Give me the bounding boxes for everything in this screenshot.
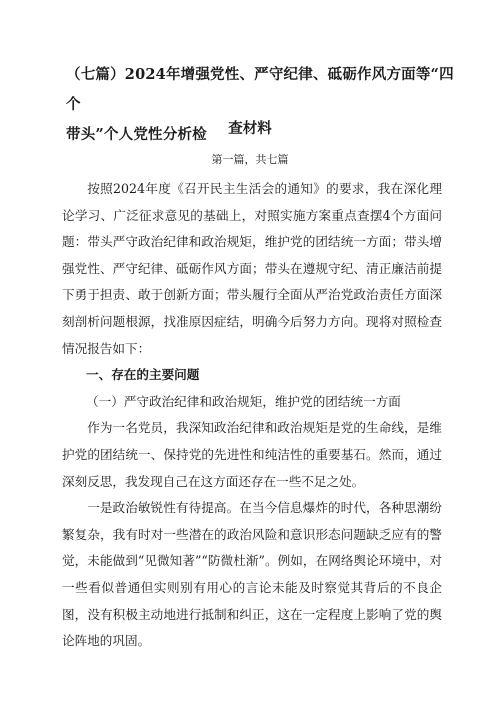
- body-paragraph-1: 作为一名党员，我深知政治纪律和政治规矩是党的生命线，是维护党的团结统一、保持党的先进性和纯洁性的重要基石。然而，通过深刻反思，我发现自己在这方面还存在一些不足之处。: [62, 420, 442, 489]
- intro-paragraph: 按照2024年度《召开民主生活会的通知》的要求，我在深化理论学习、广泛征求意见的基础上，对照实施方案重点查摆4个方面问题：带头严守政治纪律和政治规矩，维护党的团结统一方面；带头增强党性、严守纪律、砥砺作风方面；带头在遵规守纪、清正廉洁前提下勇于担责、敢于创新方面；带头履行全面从严治党政治责任方面深刻剖析问题根源，找准原因症结，明确今后努力方向。现将对照检查情况报告如下：: [62, 181, 442, 356]
- title-continuation: 查材料: [228, 120, 272, 137]
- chapter-indicator: 第一篇，共七篇: [211, 153, 289, 166]
- title-line-2: 带头”个人党性分析检: [66, 126, 207, 143]
- body-paragraph-2: 一是政治敏锐性有待提高。在当今信息爆炸的时代，各种思潮纷繁复杂，我有时对一些潜在的政治风险和意识形态问题缺乏应有的警觉，未能做到“见微知著”“防微杜渐”。例如，在网络舆论环境中，对一些看似普通但实则别有用心的言论未能及时察觉其背后的不良企图，没有积极主动地进行抵制和纠正，这在一定程度上影响了党的舆论阵地的巩固。: [62, 500, 442, 649]
- document-body: [62, 176, 442, 655]
- section-heading: 一、存在的主要问题: [86, 367, 200, 383]
- subsection-heading: （一）严守政治纪律和政治规矩，维护党的团结统一方面: [86, 393, 401, 409]
- title-line-1: （七篇）2024年增强党性、严守纪律、砥砺作风方面等“四个: [66, 66, 454, 113]
